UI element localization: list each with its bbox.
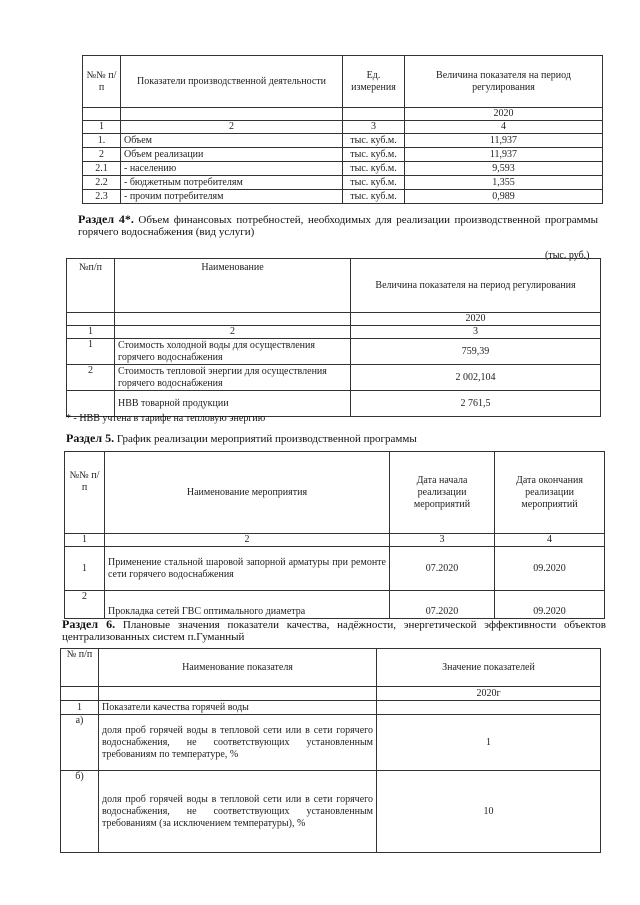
header-value: Величина показателя на период регулирования: [351, 259, 601, 313]
col-number: 1: [67, 326, 115, 339]
col-number: 1: [65, 534, 105, 547]
header-value: Значение показателей: [377, 649, 601, 687]
table-row: а) доля проб горячей воды в тепловой сети или в сети горячего водоснабжения, не соответствующих установленным требованиям по температуре, % 1: [61, 715, 601, 771]
table-row: 1 Показатели качества горячей воды: [61, 701, 601, 715]
col-number: 4: [405, 121, 603, 134]
header-num: №№ п/п: [83, 56, 121, 108]
col-number: 2: [115, 326, 351, 339]
header-name: Наименование мероприятия: [105, 452, 390, 534]
header-year: 2020: [351, 313, 601, 326]
col-number: 3: [343, 121, 405, 134]
schedule-table: [64, 451, 605, 619]
table-row: б) доля проб горячей воды в тепловой сети или в сети горячего водоснабжения, не соответствующих установленным требованиям (за исключением температуры), % 10: [61, 771, 601, 853]
section4-unit-note: (тыс. руб.): [545, 250, 590, 261]
table-row: 2.1 - населению тыс. куб.м. 9,593: [83, 162, 603, 176]
table-row: 1 Стоимость холодной воды для осуществления горячего водоснабжения 759,39: [67, 339, 601, 365]
col-number: 1: [83, 121, 121, 134]
header-num: № п/п: [61, 649, 99, 687]
header-unit: Ед. измерения: [343, 56, 405, 108]
col-number: 2: [121, 121, 343, 134]
col-number: 3: [351, 326, 601, 339]
header-end: Дата окончания реализации мероприятий: [495, 452, 605, 534]
table-row: 2.3 - прочим потребителям тыс. куб.м. 0,989: [83, 190, 603, 204]
col-number: 4: [495, 534, 605, 547]
table-row: 2 Прокладка сетей ГВС оптимального диаметра 07.2020 09.2020: [65, 591, 605, 619]
section4-footnote: * - НВВ учтена в тарифе на тепловую энергию: [66, 413, 266, 424]
header-year: 2020г: [377, 687, 601, 701]
financial-needs-table: [66, 258, 601, 417]
header-start: Дата начала реализации мероприятий: [390, 452, 495, 534]
col-number: 2: [105, 534, 390, 547]
table-row: 1 Применение стальной шаровой запорной арматуры при ремонте сети горячего водоснабжения 07.2020 09.2020: [65, 547, 605, 591]
section6-heading: Раздел 6. Плановые значения показатели качества, надёжности, энергетической эффективности объектов централизованных систем п.Гуманный: [62, 617, 606, 643]
header-year: 2020: [405, 108, 603, 121]
header-indicator: Показатели производственной деятельности: [121, 56, 343, 108]
header-value: Величина показателя на период регулирования: [405, 56, 603, 108]
table-row: 2 Объем реализации тыс. куб.м. 11,937: [83, 148, 603, 162]
quality-indicators-table: [60, 648, 601, 853]
table-row: 1. Объем тыс. куб.м. 11,937: [83, 134, 603, 148]
table-row: 2 Стоимость тепловой энергии для осуществления горячего водоснабжения 2 002,104: [67, 365, 601, 391]
table-row: НВВ товарной продукции 2 761,5: [67, 391, 601, 417]
header-name: Наименование: [115, 259, 351, 313]
production-indicators-table: [82, 55, 603, 204]
header-name: Наименование показателя: [99, 649, 377, 687]
header-num: №п/п: [67, 259, 115, 313]
section5-heading: Раздел 5. График реализации мероприятий производственной программы: [66, 431, 417, 445]
section4-heading: Раздел 4*. Объем финансовых потребностей, необходимых для реализации производственной программы горячего водоснабжения (вид услуги): [78, 212, 598, 238]
header-num: №№ п/п: [65, 452, 105, 534]
table-row: 2.2 - бюджетным потребителям тыс. куб.м. 1,355: [83, 176, 603, 190]
col-number: 3: [390, 534, 495, 547]
